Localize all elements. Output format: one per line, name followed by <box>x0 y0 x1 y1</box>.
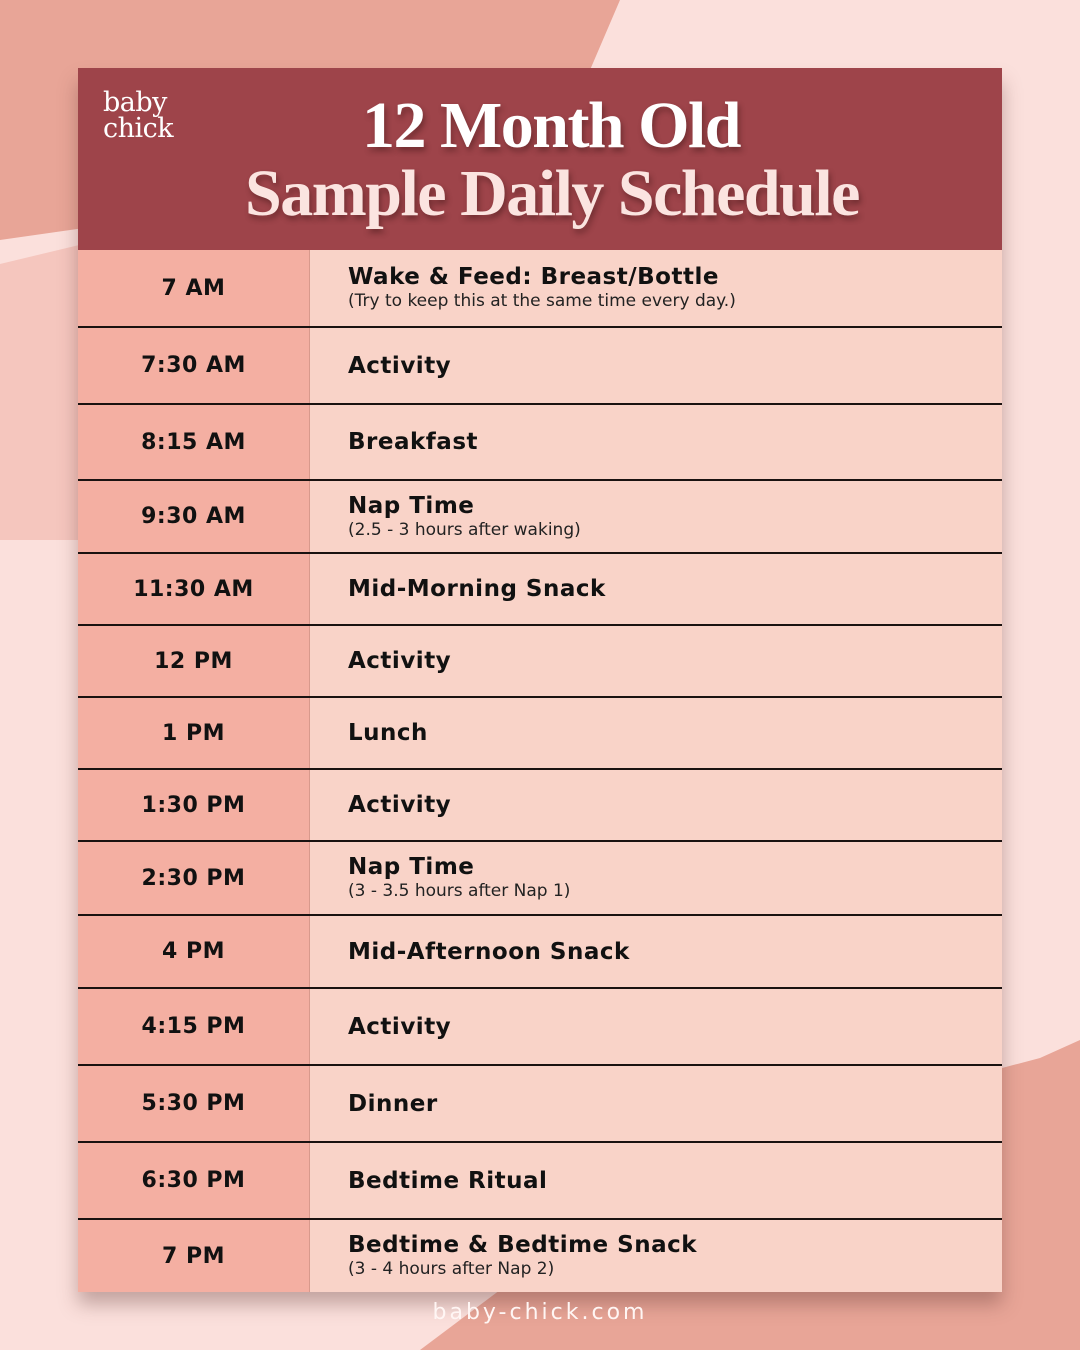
time-cell: 1 PM <box>78 698 310 768</box>
activity-note: (3 - 4 hours after Nap 2) <box>348 1259 555 1279</box>
activity-label: Bedtime Ritual <box>348 1167 548 1194</box>
time-cell: 8:15 AM <box>78 405 310 479</box>
activity-cell <box>310 770 1002 840</box>
website-footer: baby-chick.com <box>432 1300 648 1325</box>
activity-cell <box>310 405 1002 479</box>
activity-cell <box>310 328 1002 403</box>
schedule-row <box>78 696 1002 768</box>
time-cell: 5:30 PM <box>78 1066 310 1141</box>
time-cell: 12 PM <box>78 626 310 696</box>
time-cell: 9:30 AM <box>78 481 310 552</box>
activity-label: Wake & Feed: Breast/Bottle <box>348 264 719 290</box>
activity-cell <box>310 989 1002 1064</box>
schedule-row <box>78 1064 1002 1141</box>
activity-label: Lunch <box>348 720 428 746</box>
activity-note: (2.5 - 3 hours after waking) <box>348 519 581 540</box>
time-cell: 2:30 PM <box>78 842 310 914</box>
schedule-row <box>78 326 1002 403</box>
schedule-row <box>78 403 1002 479</box>
title-line-1: 12 Month Old <box>361 89 741 162</box>
activity-cell <box>310 698 1002 768</box>
schedule-row <box>78 624 1002 696</box>
activity-label: Bedtime & Bedtime Snack <box>348 1232 698 1258</box>
schedule-card <box>78 68 1002 1290</box>
activity-label: Breakfast <box>348 429 479 455</box>
activity-label: Nap Time <box>348 854 475 880</box>
schedule-row <box>78 250 1002 326</box>
activity-label: Activity <box>348 352 452 379</box>
activity-label: Activity <box>348 1013 452 1040</box>
time-cell: 11:30 AM <box>78 554 310 624</box>
title-line-2: Sample Daily Schedule <box>245 157 859 230</box>
activity-note: (3 - 3.5 hours after Nap 1) <box>348 881 571 901</box>
activity-cell <box>310 1143 1002 1218</box>
page-title <box>78 89 1002 230</box>
schedule-row <box>78 1218 1002 1292</box>
activity-cell <box>310 842 1002 914</box>
time-cell: 4 PM <box>78 916 310 987</box>
schedule-row <box>78 914 1002 987</box>
activity-cell <box>310 250 1002 326</box>
schedule-row <box>78 987 1002 1064</box>
activity-label: Activity <box>348 648 452 674</box>
schedule-row <box>78 479 1002 552</box>
activity-cell <box>310 626 1002 696</box>
logo-line-1: baby <box>103 87 167 118</box>
logo-line-2: chick <box>103 113 174 144</box>
activity-label: Mid-Afternoon Snack <box>348 938 630 965</box>
time-cell: 1:30 PM <box>78 770 310 840</box>
activity-label: Mid-Morning Snack <box>348 576 606 602</box>
activity-label: Activity <box>348 792 452 818</box>
time-cell: 7 AM <box>78 250 310 326</box>
time-cell: 7 PM <box>78 1220 310 1292</box>
activity-cell <box>310 481 1002 552</box>
schedule-row <box>78 1141 1002 1218</box>
schedule-table <box>78 250 1002 1292</box>
activity-label: Dinner <box>348 1090 438 1117</box>
time-cell: 6:30 PM <box>78 1143 310 1218</box>
time-cell: 4:15 PM <box>78 989 310 1064</box>
activity-cell <box>310 916 1002 987</box>
time-cell: 7:30 AM <box>78 328 310 403</box>
schedule-row <box>78 840 1002 914</box>
schedule-header <box>78 68 1002 250</box>
activity-cell <box>310 1220 1002 1292</box>
activity-cell <box>310 554 1002 624</box>
schedule-row <box>78 552 1002 624</box>
activity-cell <box>310 1066 1002 1141</box>
activity-label: Nap Time <box>348 492 475 519</box>
activity-note: (Try to keep this at the same time every day.) <box>348 291 736 311</box>
schedule-row <box>78 768 1002 840</box>
